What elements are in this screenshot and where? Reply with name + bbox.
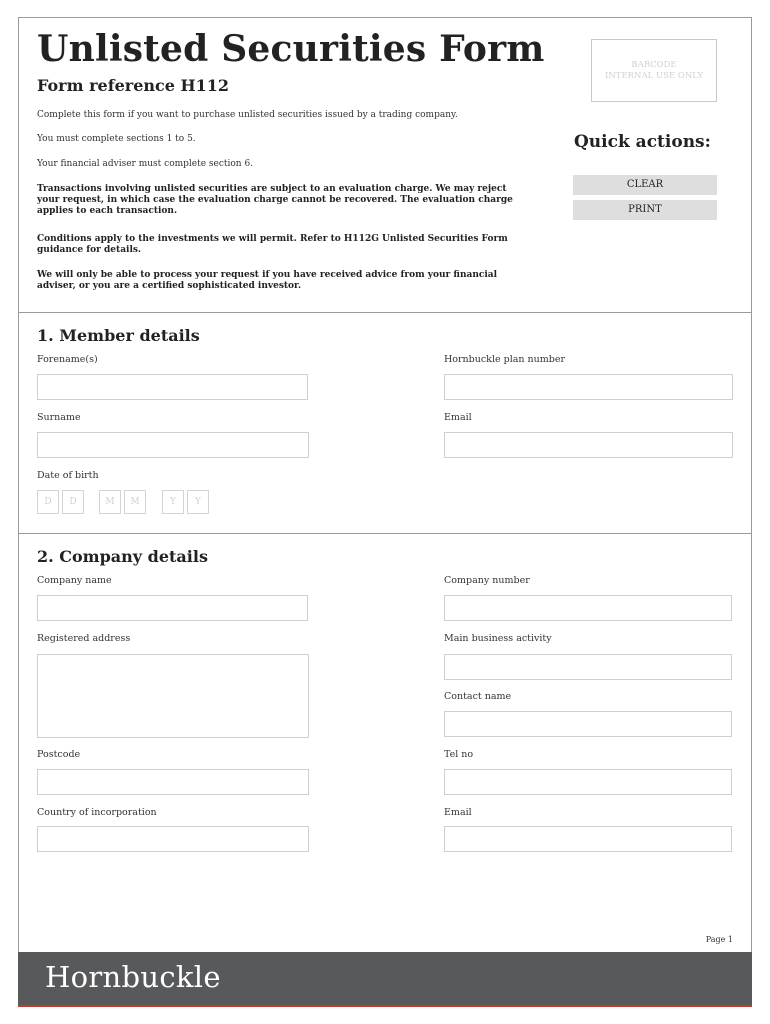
company-number-input[interactable] <box>444 595 732 621</box>
dob-year-1-input[interactable]: Y <box>162 490 184 514</box>
intro-conditions-notice: Conditions apply to the investments we will permit. Refer to H112G Unlisted Securities Form guidance for details. <box>37 234 508 255</box>
dob-day-1-input[interactable]: D <box>37 490 59 514</box>
internal-use-label: INTERNAL USE ONLY <box>604 70 703 81</box>
registered-address-label: Registered address <box>37 633 131 644</box>
member-email-label: Email <box>444 412 472 423</box>
barcode-box <box>591 39 717 102</box>
dob-day-2-input[interactable]: D <box>62 490 84 514</box>
member-details-section <box>19 313 751 534</box>
dob-year-2-input[interactable]: Y <box>187 490 209 514</box>
postcode-label: Postcode <box>37 749 81 760</box>
contact-name-input[interactable] <box>444 711 732 737</box>
surname-label: Surname <box>37 412 81 423</box>
company-name-input[interactable] <box>37 595 308 621</box>
country-label: Country of incorporation <box>37 807 157 818</box>
intro-text-3: Your financial adviser must complete section 6. <box>37 159 254 169</box>
contact-name-label: Contact name <box>444 691 512 702</box>
tel-label: Tel no <box>444 749 474 760</box>
barcode-label: BARCODE <box>631 59 677 70</box>
quick-actions-title: Quick actions: <box>574 132 711 152</box>
company-email-label: Email <box>444 807 472 818</box>
intro-text-2: You must complete sections 1 to 5. <box>37 134 196 144</box>
form-reference: Form reference H112 <box>37 76 230 95</box>
company-details-title: 2. Company details <box>37 547 208 566</box>
company-details-section <box>19 534 751 952</box>
clear-button[interactable]: CLEAR <box>573 175 717 195</box>
print-button[interactable]: PRINT <box>573 200 717 220</box>
intro-advice-notice: We will only be able to process your request if you have received advice from your financial adviser, or you are a certified sophisticated investor. <box>37 270 498 291</box>
company-email-input[interactable] <box>444 826 732 852</box>
main-activity-label: Main business activity <box>444 633 552 644</box>
postcode-input[interactable] <box>37 769 309 795</box>
main-activity-input[interactable] <box>444 654 732 680</box>
plan-number-input[interactable] <box>444 374 733 400</box>
dob-month-1-input[interactable]: M <box>99 490 121 514</box>
dob-month-group <box>99 490 146 514</box>
dob-month-2-input[interactable]: M <box>124 490 146 514</box>
form-page <box>18 17 752 1007</box>
dob-label: Date of birth <box>37 470 99 481</box>
tel-input[interactable] <box>444 769 732 795</box>
surname-input[interactable] <box>37 432 309 458</box>
page-number: Page 1 <box>705 935 733 944</box>
intro-charge-notice: Transactions involving unlisted securities are subject to an evaluation charge. We may reject your request, in which case the evaluation charge cannot be recovered. The evaluation charge applies to each transaction. <box>37 184 513 216</box>
brand-logo: Hornbuckle <box>45 960 221 994</box>
country-input[interactable] <box>37 826 309 852</box>
form-header <box>19 18 751 313</box>
dob-day-group <box>37 490 84 514</box>
dob-year-group <box>162 490 209 514</box>
member-email-input[interactable] <box>444 432 733 458</box>
intro-text-1: Complete this form if you want to purchase unlisted securities issued by a trading company. <box>37 110 458 120</box>
company-number-label: Company number <box>444 575 530 586</box>
company-name-label: Company name <box>37 575 112 586</box>
plan-number-label: Hornbuckle plan number <box>444 354 566 365</box>
forename-input[interactable] <box>37 374 308 400</box>
footer-bar <box>18 952 752 1007</box>
registered-address-input[interactable] <box>37 654 309 738</box>
forename-label: Forename(s) <box>37 354 98 365</box>
page-title: Unlisted Securities Form <box>37 28 545 70</box>
member-details-title: 1. Member details <box>37 326 200 345</box>
